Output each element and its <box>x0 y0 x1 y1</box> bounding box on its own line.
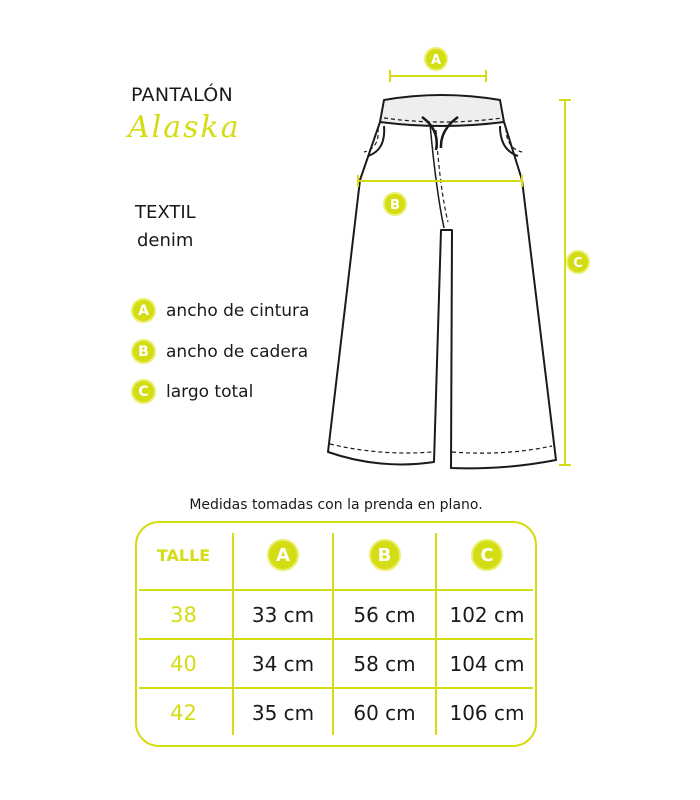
diagram-label-c: C <box>573 256 583 271</box>
legend-badge-c: C <box>131 379 156 404</box>
diagram-badge-a <box>425 48 447 70</box>
legend-badge-b: B <box>131 339 156 364</box>
value-cell-b: 60 cm <box>353 701 416 725</box>
value-cell-a: 33 cm <box>251 602 315 627</box>
header-c: C <box>437 521 537 589</box>
header-talle: TALLE <box>156 545 211 565</box>
size-cell: 40 <box>170 651 197 676</box>
size-cell: 42 <box>170 701 197 725</box>
diagram-label-b: B <box>390 198 400 213</box>
value-cell-a: 34 cm <box>251 651 315 676</box>
value-cell-c: 104 cm <box>449 651 525 676</box>
pants-outline <box>328 122 556 468</box>
value-cell-b: 58 cm <box>353 651 416 676</box>
waistband <box>380 95 504 126</box>
material-label: TEXTIL <box>135 202 196 223</box>
size-cell: 38 <box>170 602 197 627</box>
diagram-label-a: A <box>430 53 442 68</box>
diagram-badge-b <box>384 193 406 215</box>
size-table <box>135 521 537 747</box>
left-hem-stitch <box>330 444 432 453</box>
diagram-badge-c <box>567 251 589 273</box>
material-value: denim <box>137 230 194 251</box>
product-name: Alaska <box>128 110 241 145</box>
measurement-note: Medidas tomadas con la prenda en plano. <box>189 497 483 513</box>
legend-text-c: largo total <box>166 381 254 402</box>
header-b: B <box>334 521 435 589</box>
legend-text-b: ancho de cadera <box>166 341 309 362</box>
value-cell-a: 35 cm <box>251 701 315 725</box>
header-a: A <box>234 521 332 589</box>
legend-badge-a: A <box>131 298 156 323</box>
right-pocket-stitch <box>506 128 522 152</box>
product-type: PANTALÓN <box>131 84 234 106</box>
value-cell-c: 102 cm <box>449 602 525 627</box>
legend-text-a: ancho de cintura <box>166 300 310 321</box>
right-hem-stitch <box>452 446 552 453</box>
value-cell-b: 56 cm <box>353 602 416 627</box>
value-cell-c: 106 cm <box>449 701 525 725</box>
